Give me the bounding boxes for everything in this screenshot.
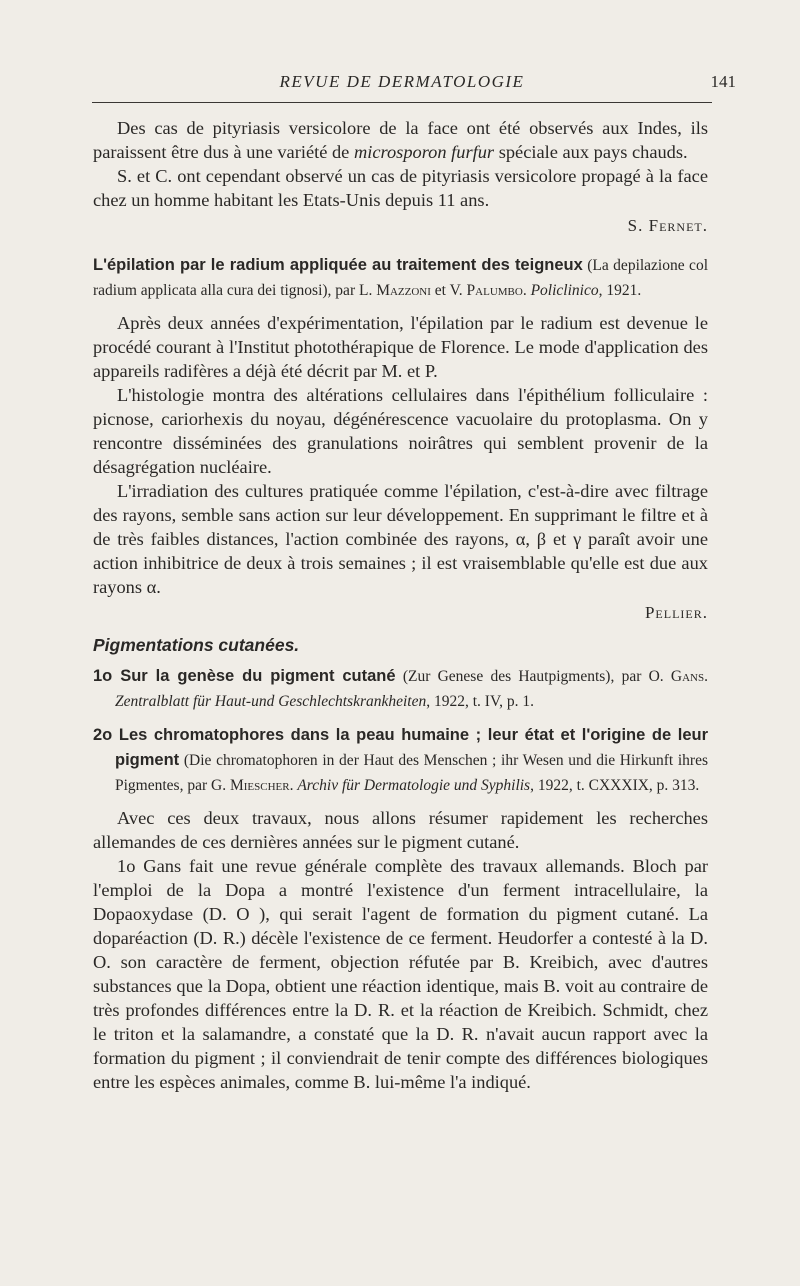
header-rule [92, 102, 712, 103]
article-title: Sur la genèse du pigment cutané [120, 667, 396, 685]
spacer [93, 796, 708, 806]
signature-pellier: Pellier. [644, 603, 708, 622]
article-heading-epilation: L'épilation par le radium appliquée au traitement des teigneux (La depilazione col radium applicata alla cura dei tignosi), par L. Mazzoni et V. Palumbo. Policlinico, 1921. [93, 256, 708, 299]
article-heading-genese: 1o Sur la genèse du pigment cutané (Zur Genese des Hautpigments), par O. Gans. Zentralblatt für Haut-und Geschlechtskrankheiten, 1922, t. IV, p. 1. [93, 667, 708, 710]
signature-fernet: S. Fernet. [627, 216, 708, 235]
paragraph-5: L'irradiation des cultures pratiquée comme l'épilation, c'est-à-dire avec filtrage des rayons, semble sans action sur leur développement. En supprimant le filtre et à de très faibles distances, l'action combinée des rayons, α, β et γ paraît avoir une action inhibitrice de deux à trois semaines ; il est vraisemblable qu'elle est due aux rayons α. [93, 481, 708, 597]
article-body [93, 116, 708, 1094]
paragraph-2: S. et C. ont cependant observé un cas de pityriasis versicolore propagé à la face chez un homme habitant les Etats-Unis depuis 11 ans. [93, 166, 708, 210]
paragraph-3: Après deux années d'expérimentation, l'épilation par le radium est devenue le procédé courant à l'Institut photothérapique de Florence. Le mode d'application des appareils radifères a déjà été décrit par M. et P. [93, 313, 708, 381]
article-title: L'épilation par le radium appliquée au traitement des teigneux [93, 256, 583, 274]
article-heading-chromatophores: 2o Les chromatophores dans la peau humaine ; leur état et l'origine de leur pigment (Die chromatophoren in der Haut des Menschen ; ihr Wesen und die Hirkunft ihres Pigmentes, par G. Miescher. Archiv für Dermatologie und Syphilis, 1922, t. CXXXIX, p. 313. [93, 726, 708, 794]
paragraph-4: L'histologie montra des altérations cellulaires dans l'épithélium folliculaire : picnose, cariorhexis du noyau, dégénérescence vacuolaire du protoplasma. On y rencontre disséminées des granulations noirâtres qui semblent provenir de la désagrégation nucléaire. [93, 385, 708, 477]
spacer [93, 301, 708, 311]
article-title: Les chromatophores dans la peau humaine ; leur état et l'origine de leur pigment [115, 726, 708, 769]
page-header [92, 72, 736, 98]
running-title: REVUE DE DERMATOLOGIE [279, 72, 525, 91]
page-number: 141 [710, 72, 736, 91]
paragraph-7: 1o Gans fait une revue générale complète des travaux allemands. Bloch par l'emploi de la Dopa a montré l'existence d'un ferment intracellulaire, la Dopaoxydase (D. O ), qui serait l'agent de formation du pigment cutané. La doparéaction (D. R.) décèle l'existence de ce ferment. Heudorfer a contesté à la D. O. son caractère de ferment, objection réfutée par B. Kreibich, avec d'autres substances que la Dopa, obtient une réaction identique, mais B. voit au contraire de très profondes différences entre la D. R. et la réaction de Kreibich. Schmidt, chez le triton et la salamandre, a constaté que la D. R. n'avait aucun rapport avec la formation du pigment ; il conviendrait de tenir compte des différences biologiques entre les espèces animales, comme B. lui-même l'a indiqué. [93, 856, 708, 1092]
paragraph-1: Des cas de pityriasis versicolore de la face ont été observés aux Indes, ils paraissent être dus à une variété de microsporon furfur spéciale aux pays chauds. [93, 118, 708, 162]
section-title: Pigmentations cutanées. [93, 635, 300, 655]
paragraph-6: Avec ces deux travaux, nous allons résumer rapidement les recherches allemandes de ces dernières années sur le pigment cutané. [93, 808, 708, 852]
spacer [93, 712, 708, 722]
